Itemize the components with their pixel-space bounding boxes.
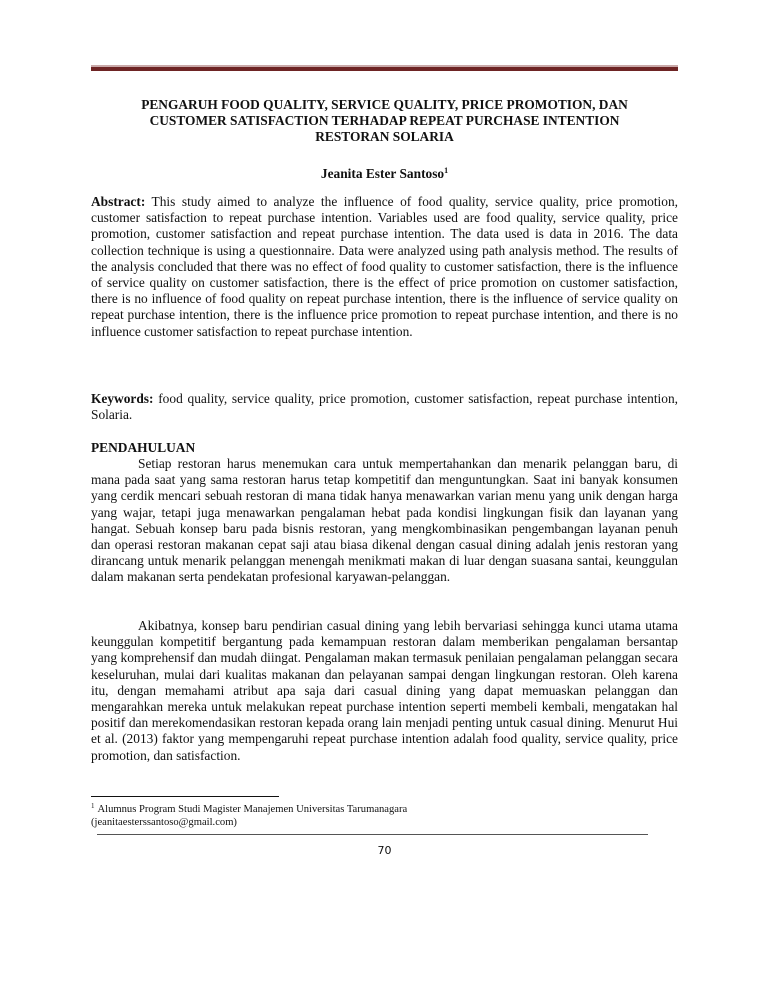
title-line-2: CUSTOMER SATISFACTION TERHADAP REPEAT PURCHASE INTENTION <box>149 113 620 128</box>
body-paragraph-2: Akibatnya, konsep baru pendirian casual dining yang lebih bervariasi sehingga kunci utama utama keunggulan kompetitif bergantung pada kemampuan restoran dalam memberikan pengalaman bersantap yang komprehensif dan mudah diingat. Pengalaman makan termasuk penilaian pengalaman pelanggan secara keseluruhan, mulai dari kualitas makanan dan pelayanan sampai dengan lingkungan restoran. Oleh karena itu, dengan memahami atribut apa saja dari casual dining yang dapat memuaskan pelanggan dan mengarahkan mereka untuk melakukan repeat purchase intention seperti membeli kembali, mengatakan hal positif dan merekomendasikan restoran kepada orang lain menjadi penting untuk casual dining. Menurut Hui et al. (2013) faktor yang mempengaruhi repeat purchase intention adalah food quality, service quality, price promotion, dan satisfaction. <box>91 618 678 763</box>
keywords-text: food quality, service quality, price promotion, customer satisfaction, repeat purchase intention, Solaria. <box>91 391 678 423</box>
keywords-label: Keywords: <box>91 391 154 406</box>
footnote-separator <box>91 796 279 797</box>
footnote-email: (jeanitaesterssantoso@gmail.com) <box>91 817 237 828</box>
body-paragraph-1: Setiap restoran harus menemukan cara untuk mempertahankan dan menarik pelanggan baru, di mana pada saat yang sama restoran harus tetap kompetitif dan menguntungkan. Saat ini banyak konsumen yang cerdik mencari sebuah restoran di mana tidak hanya menawarkan varian menu yang unik dengan harga yang wajar, tetapi juga menawarkan pengalaman hebat pada kondisi lingkungan fisik dan layanan yang hangat. Sebuah konsep baru pada bisnis restoran, yang mengkombinasikan pengembangan layanan penuh dan operasi restoran makanan cepat saji atau biasa dikenal dengan casual dining adalah jenis restoran yang dirancang untuk menarik pelanggan menengah menikmati makan di luar dengan suasana santai, keunggulan dalam makanan serta pendekatan profesional karyawan-pelanggan. <box>91 456 678 585</box>
author-footnote-marker: 1 <box>444 166 449 175</box>
abstract <box>91 194 678 340</box>
paper-title <box>91 97 678 145</box>
abstract-label: Abstract: <box>91 194 146 209</box>
footnote <box>91 800 678 829</box>
author-line <box>91 163 678 182</box>
abstract-text: This study aimed to analyze the influence of food quality, service quality, price promotion, customer satisfaction to repeat purchase intention. Variables used are food quality, service quality, price promotion, customer satisfaction and repeat purchase intention. The data used is data in 2016. The data collection technique is using a questionnaire. Data were analyzed using path analysis method. The results of the analysis concluded that there was no effect of food quality to customer satisfaction, there is the influence of service quality on customer satisfaction, there is the effect of price promotion on customer satisfaction, there is no influence of food quality on repeat purchase intention, there is the influence of service quality on repeat purchase intention, there is the influence price promotion to repeat purchase intention, and there is no influence customer satisfaction to repeat purchase intention. <box>91 194 678 339</box>
header-rule <box>91 65 678 71</box>
keywords <box>91 391 678 423</box>
author-name: Jeanita Ester Santoso <box>320 166 445 181</box>
header-rule-dark <box>91 67 678 71</box>
footer-rule <box>97 834 648 835</box>
footnote-marker: 1 <box>91 802 95 810</box>
footnote-line-1 <box>91 800 678 816</box>
footnote-affiliation: Alumnus Program Studi Magister Manajemen Universitas Tarumanagara <box>97 804 408 815</box>
page-number: 70 <box>377 844 392 857</box>
title-line-1: PENGARUH FOOD QUALITY, SERVICE QUALITY, PRICE PROMOTION, DAN <box>141 97 628 112</box>
title-line-3: RESTORAN SOLARIA <box>315 129 454 144</box>
section-heading: PENDAHULUAN <box>91 440 196 455</box>
